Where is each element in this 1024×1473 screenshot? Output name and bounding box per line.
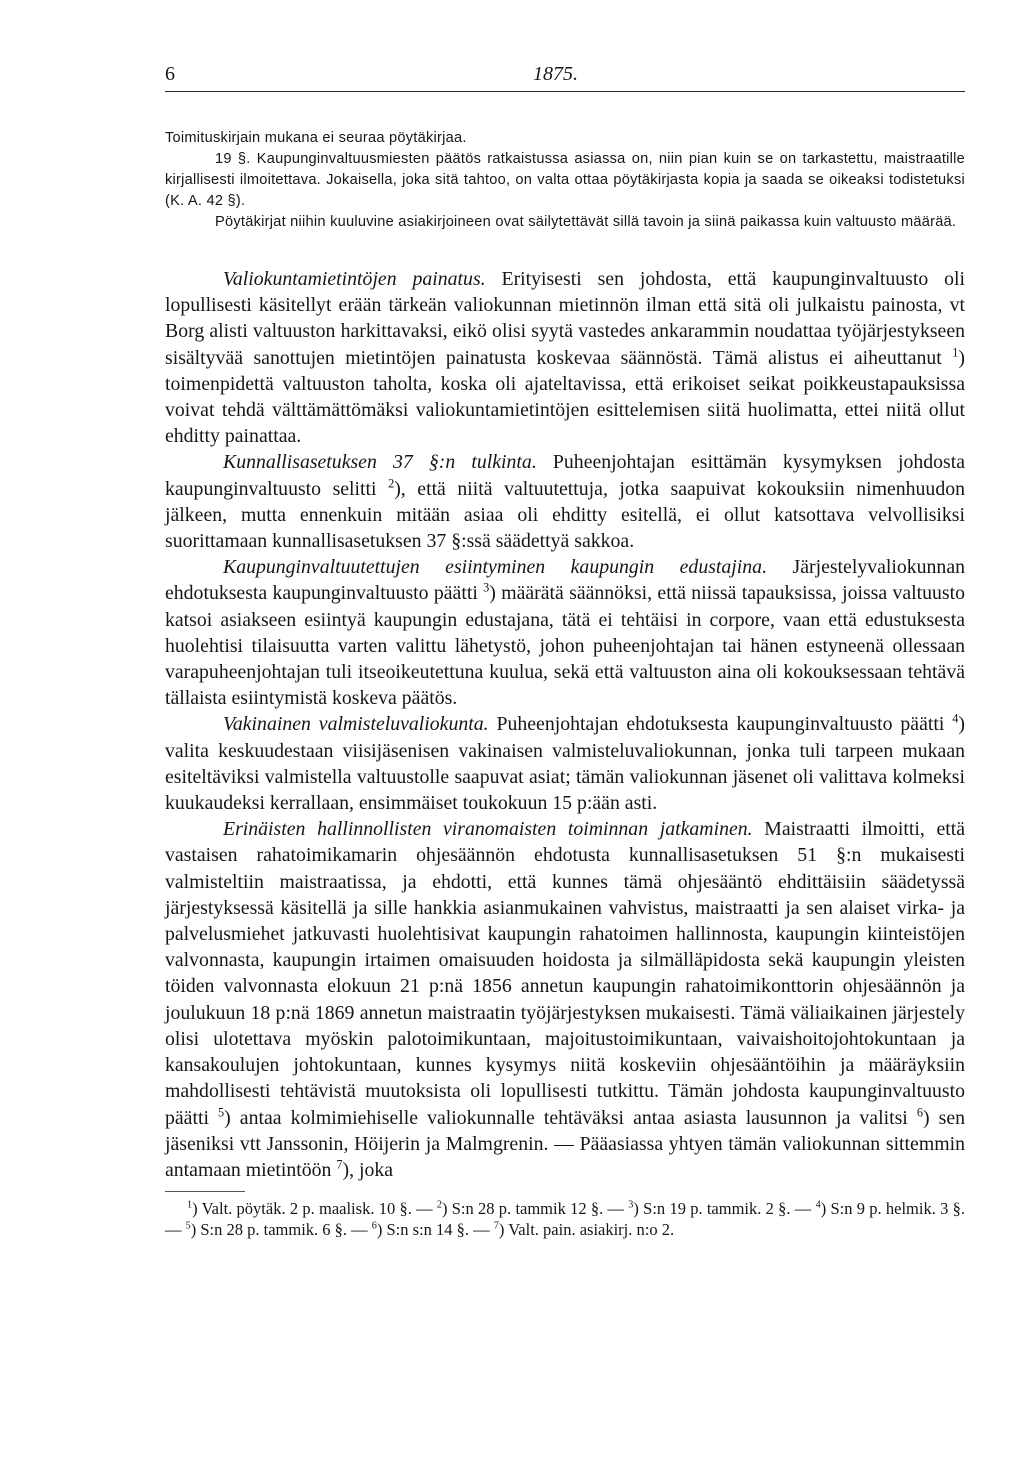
section-municipal-act-interpretation: Kunnallisasetuksen 37 §:n tulkinta. Puheenjohtajan esittämän kysymyksen johdosta kaupunginvaltuusto selitti $^2$), että niitä valtuutettuja, jotka saapuivat kokouksiin nimenhuudon jälkeen, mutta ennenkuin mitään asiaa oli ehditty esitellä, ei ollut katsottava velvollisiksi suorittamaan kunnallisasetuksen 37 §:ssä säädettyä sakkoa. xyxy=(165,451,965,553)
section-heading: Valiokuntamietintöjen painatus. xyxy=(223,268,486,290)
footnotes: $^1$) Valt. pöytäk. 2 p. maalisk. 10 §. — $^2$) S:n 28 p. tammik 12 §. — $^3$) S:n 19 p. tammik. 2 §. — $^4$) S:n 9 p. helmik. 3 §. — $^5$) S:n 28 p. tammik. 6 §. — $^6$) S:n s:n 14 §. — $^7$) Valt. pain. asiakirj. n:o 2. xyxy=(165,1199,965,1240)
section-heading: Vakinainen valmisteluvaliokunta. xyxy=(223,713,489,736)
footnote-ref: 1 xyxy=(952,345,959,360)
footnote-ref: 5 xyxy=(218,1104,225,1119)
footnote-ref: 7 xyxy=(336,1157,343,1172)
regulation-paragraph-1: Toimituskirjain mukana ei seuraa pöytäkirjaa. xyxy=(165,130,467,146)
section-authorities-continuation: Erinäisten hallinnollisten viranomaisten toiminnan jatkaminen. Maistraatti ilmoitti, että vastaisen rahatoimikamarin ohjesäännön ehdotusta kunnallisasetuksen 51 §:n mukaisesti valmisteltiin maistraatissa, ja ehdotti, että kunnes tämä ohjesääntö ehdittäisiin säädetyssä järjestyksessä käsitellä ja sille hankkia asianmukainen vahvistus, maistraatti ja sen alaiset virka- ja palvelusmiehet jatkuvasti huolehtisivat kaupungin rahatoimen hallinnosta, kaupungin kiinteistöjen valvonnasta, kaupungin irtaimen omaisuuden hoidosta ja silmälläpidosta sekä kaupungin yleisten töiden valvonnasta elokuun 21 p:nä 1856 annetun kaupungin rahatoimikonttorin ohjesäännön ja joulukuun 18 p:nä 1869 annetun maistraatin työjärjestyksen mukaisesti. Tämä väliaikainen järjestely olisi ulotettava myöskin palotoimikuntaan, majoitustoimikuntaan, vaivaishoitojohtokuntaan ja kansakoulujen johtokuntaan, kunnes kysymys niitä koskeviin ohjesääntöihin ja määräyksiin mahdollisesti tehtävistä muutoksista oli lopullisesti tutkittu. Tämän johdosta kaupunginvaltuusto päätti $^5$) antaa kolmimiehiselle valiokunnalle tehtäväksi antaa asiasta lausunnon ja valitsi $^6$) sen jäseniksi vtt Janssonin, Höijerin ja Malmgrenin. — Pääasiassa yhtyen tämän valiokunnan sittemmin antamaan mietintöön $^7$), joka xyxy=(165,818,966,1181)
page-number: 6 xyxy=(165,63,175,85)
section-heading: Erinäisten hallinnollisten viranomaisten toiminnan jatkaminen. xyxy=(223,818,753,841)
section-heading: Kunnallisasetuksen 37 §:n tulkinta. xyxy=(223,451,537,474)
footnote-ref: 4 xyxy=(952,711,959,726)
section-council-representation: Kaupunginvaltuutettujen esiintyminen kaupungin edustajina. Järjestelyvaliokunnan ehdotuksesta kaupunginvaltuusto päätti $^3$) määrätä säännöksi, että niissä tapauksissa, joissa valtuusto katsoi asiakseen esiintyä kaupungin edustajana, tätä ei tehtäisi in corpore, vaan että edustuksesta huolehtisi tilaisuutta varten valittu lähetystö, johon puheenjohtajan tai hänen estyneenä ollessaan varapuheenjohtajan tuli itseoikeutettuna kuulua, sekä että valtuuston aina oli kokouksessaan tehtävä tällaista esiintymistä koskeva päätös. xyxy=(165,556,965,710)
section-preparatory-committee: Vakinainen valmisteluvaliokunta. Puheenjohtajan ehdotuksesta kaupunginvaltuusto päätti $^4$) valita keskuudestaan viisijäsenisen vakinaisen valmisteluvaliokunnan, jonka tuli tarpeen mukaan esiteltäviksi valmistella valtuustolle saapuvat asiat; tämän valiokunnan jäsenet oli valittava kolmeksi kuukaudeksi kerrallaan, ensimmäiset toukokuun 15 p:ään asti. xyxy=(165,711,966,815)
page-header xyxy=(165,55,965,92)
footnote-ref: 3 xyxy=(483,580,490,595)
section-committee-reports-printing: Valiokuntamietintöjen painatus. Erityisesti sen johdosta, että kaupunginvaltuusto oli lopullisesti käsitellyt erään tärkeän valiokunnan mietinnön ilman että sitä oli julkaistu painosta, vt Borg alisti valtuuston harkittavaksi, eikö olisi syytä vastedes ankarammin noudattaa työjärjestykseen sisältyvää sanottujen mietintöjen painatusta koskevaa säännöstä. Tämä alistus ei aiheuttanut $^1$) toimenpidettä valtuuston taholta, koska oli ajateltavissa, että erikoiset seikat poikkeustapauksissa voivat tehdä välttämättömäksi valiokuntamietintöjen esittelemisen siitä huolimatta, ettei niitä ollut ehditty painattaa. xyxy=(165,268,965,448)
footnote-ref: 2 xyxy=(388,476,395,491)
running-title: 1875. xyxy=(533,63,578,85)
regulation-paragraph-3: Pöytäkirjat niihin kuuluvine asiakirjoineen ovat säilytettävät sillä tavoin ja siinä paikassa kuin valtuusto määrää. xyxy=(215,214,957,230)
section-heading: Kaupunginvaltuutettujen esiintyminen kaupungin edustajina. xyxy=(223,556,768,579)
footnote-ref: 6 xyxy=(916,1104,923,1119)
regulation-paragraph-2: 19 §. Kaupunginvaltuusmiesten päätös ratkaistussa asiassa on, niin pian kuin se on tarkastettu, maistraatille kirjallisesti ilmoitettava. Jokaisella, joka sitä tahtoo, on valta ottaa pöytäkirjasta kopia ja saada se oikeaksi todistetuksi (K. A. 42 §). xyxy=(165,151,965,209)
footnote-divider xyxy=(165,1191,245,1192)
document-page xyxy=(165,55,965,1240)
